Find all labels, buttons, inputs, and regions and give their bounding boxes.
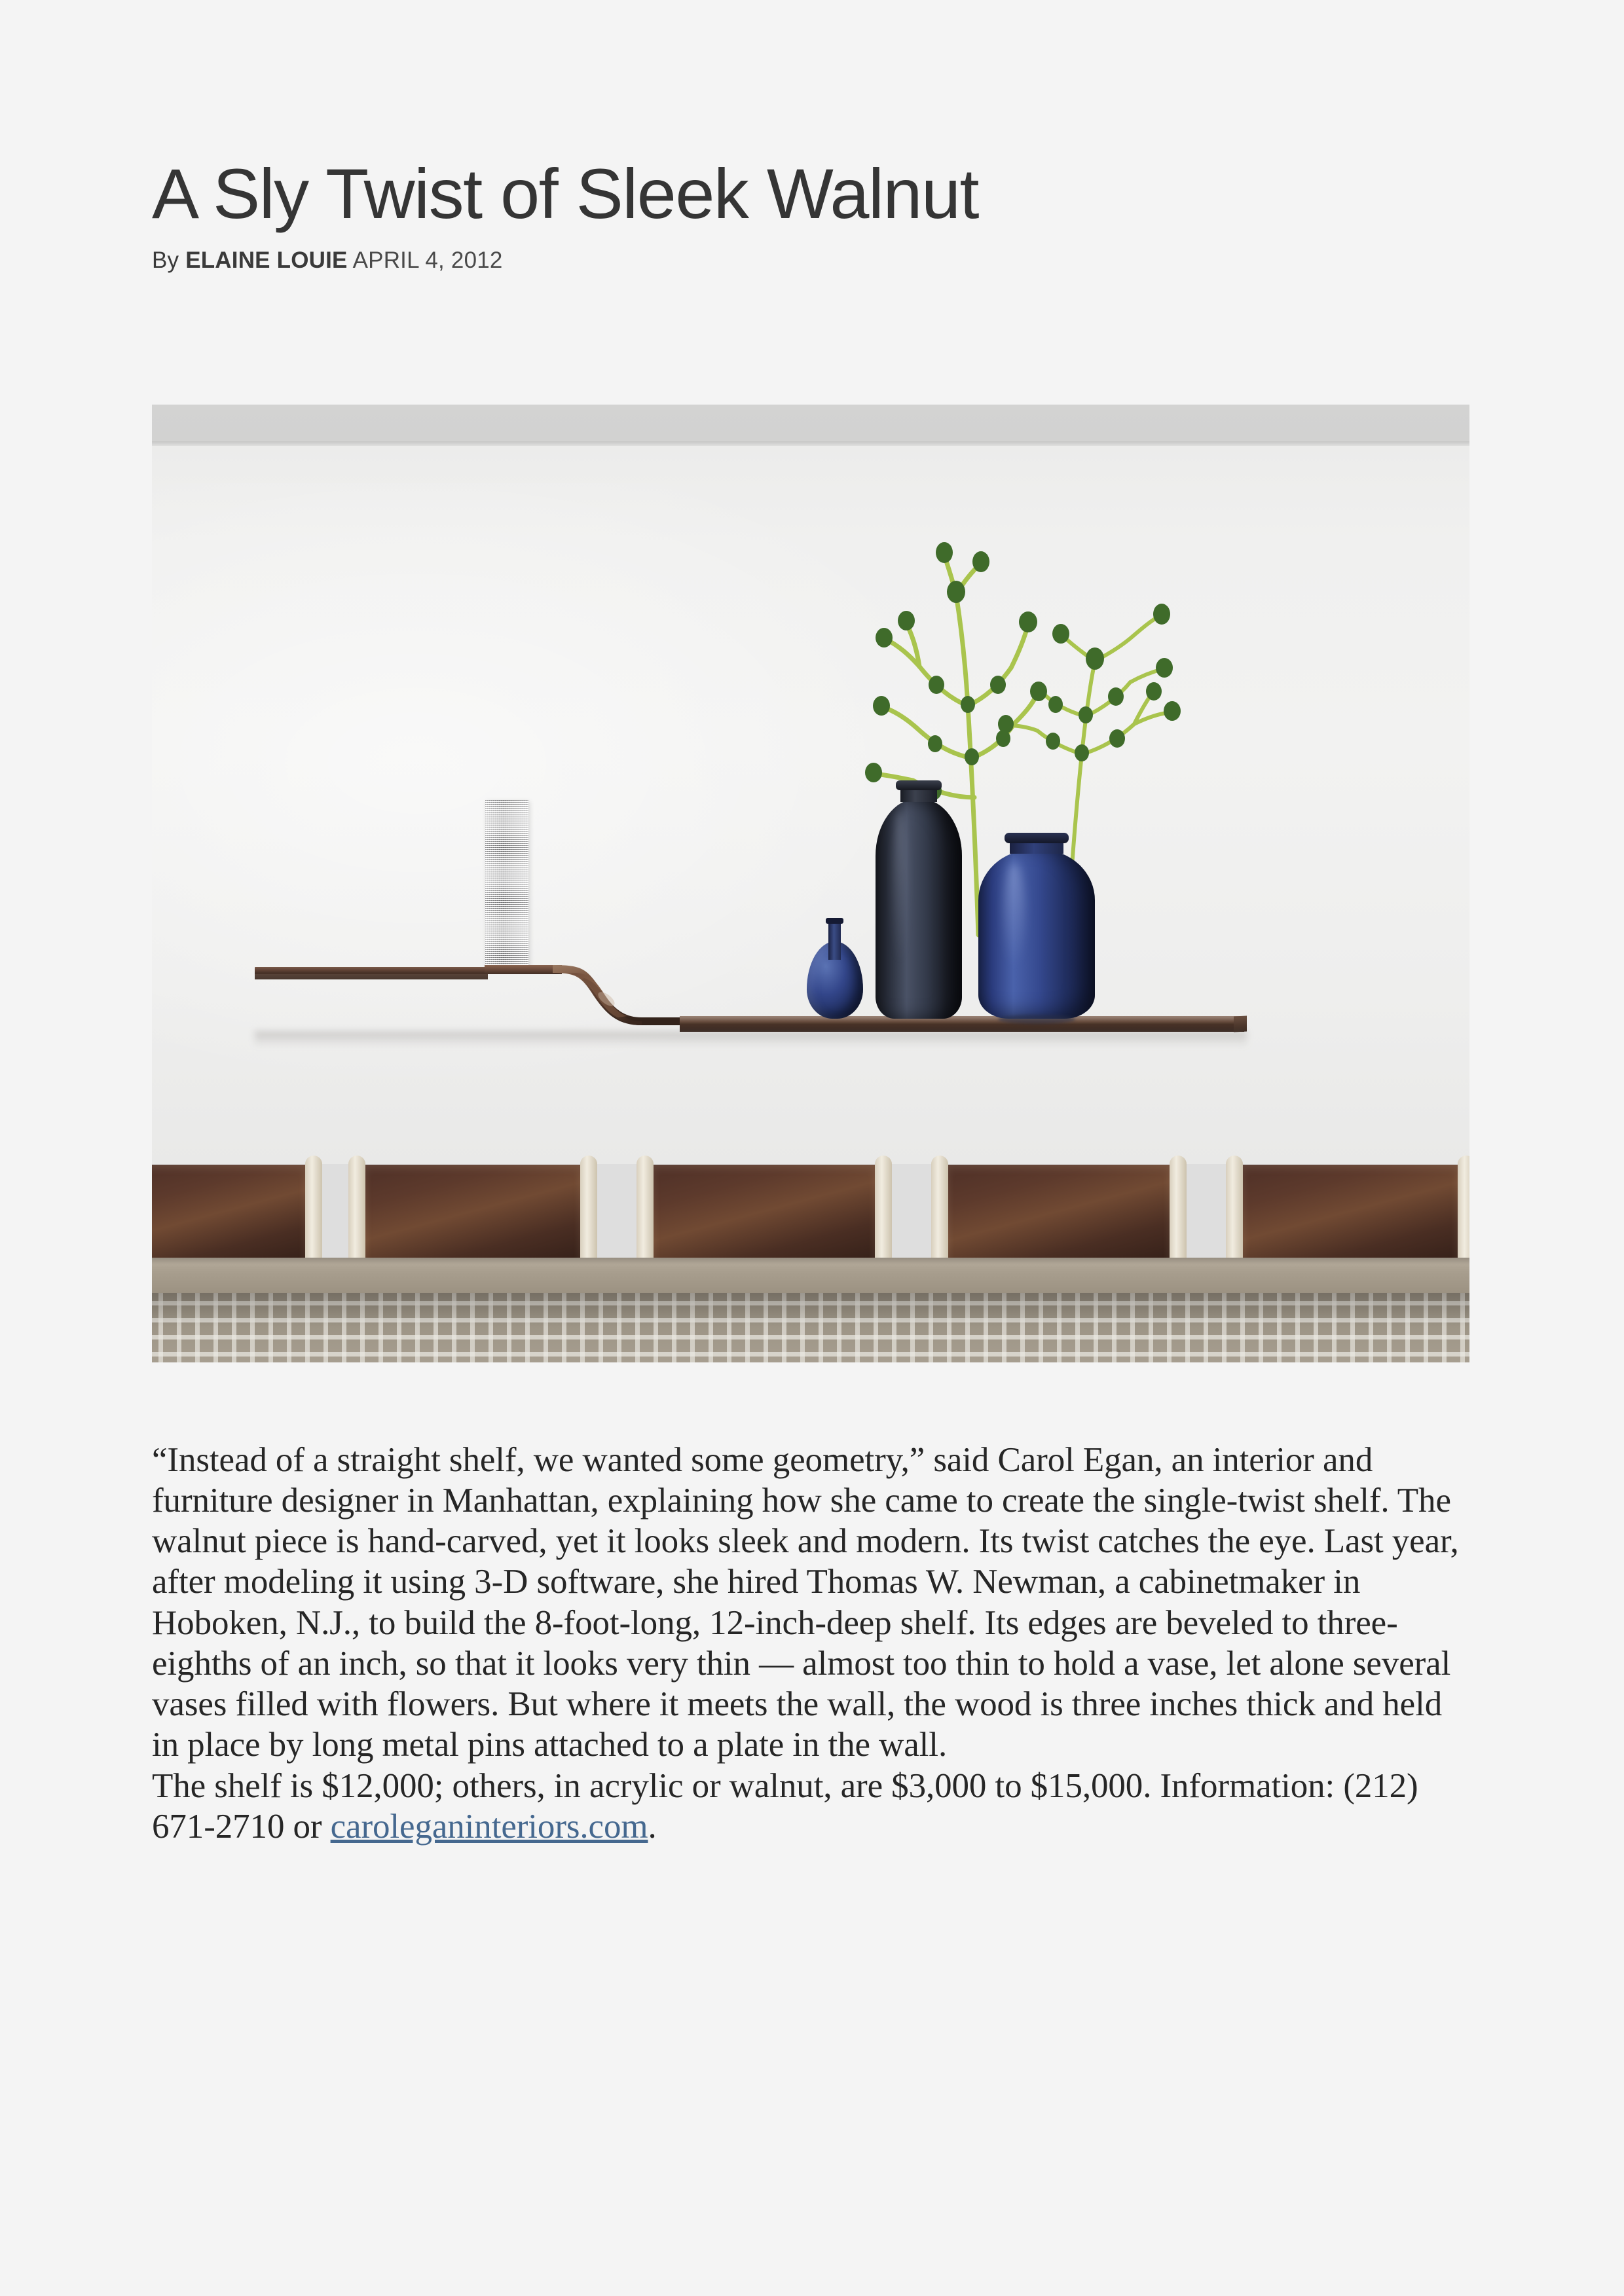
closing-text-after-link: . [648,1808,657,1846]
chair-post-right [1170,1156,1187,1264]
vase-body [978,850,1095,1019]
vase-lip [1005,833,1069,843]
ceiling-line [152,441,1469,446]
vase-neck [828,920,841,960]
shelf-drop-shadow [255,1031,1247,1047]
dining-chair [152,1153,322,1264]
shelf-mid-segment [485,965,562,974]
shelf-twist-segment [553,962,689,1038]
chair-leather-back [654,1165,875,1264]
closing-text-before-link: The shelf is $12,000; others, in acrylic or walnut, are $3,000 to $15,000. Information: (212) 671-2710 or [152,1766,1418,1846]
dining-chair [637,1153,892,1264]
dining-chair [931,1153,1187,1264]
table-edge-shadow [152,1258,1469,1264]
chair-row [152,1153,1469,1264]
article-container [152,0,1472,1847]
article-paragraph: “Instead of a straight shelf, we wanted some geometry,” said Carol Egan, an interior and furniture designer in Manhattan, explaining how she came to create the single-twist shelf. The walnut piece is hand-carved, yet it looks sleek and modern. Its twist catches the eye. Last year, after modeling it using 3-D software, she hired Thomas W. Newman, a cabinetmaker in Hoboken, N.J., to build the 8-foot-long, 12-inch-deep shelf. Its edges are beveled to three-eighths of an inch, so that it looks very thin — almost too thin to hold a vase, let alone several vases filled with flowers. But where it meets the wall, the wood is three inches thick and held in place by long metal pins attached to a plate in the wall. [152,1440,1459,1764]
mesh-object-icon [485,800,528,968]
dining-chair [348,1153,597,1264]
chair-post-left [348,1156,365,1264]
small-blue-vase [807,906,863,1019]
chair-post-left [931,1156,948,1264]
chair-post-right [580,1156,597,1264]
chair-post-right [305,1156,322,1264]
article-closing-paragraph [152,1766,1472,1848]
vase-neck [900,789,937,802]
article-photo [152,405,1469,1362]
chair-leather-back [152,1165,305,1264]
vase-lip [896,780,942,790]
vase-foot-shadow [998,1015,1075,1024]
chair-post-left [1226,1156,1243,1264]
dining-furniture [152,1153,1469,1362]
byline-date: APRIL 4, 2012 [352,247,503,273]
vase-body [876,799,962,1019]
chair-leather-back [1243,1165,1458,1264]
table-runner [152,1293,1469,1362]
chair-leather-back [948,1165,1170,1264]
wide-blue-vase [978,833,1095,1019]
tall-charcoal-vase [876,780,962,1019]
chair-post-right [1458,1156,1469,1264]
byline-prefix: By [152,247,179,273]
vase-neck [1010,842,1063,854]
shelf-left-edge [255,974,488,979]
chair-post-left [637,1156,654,1264]
photo-canvas [152,405,1469,1362]
chair-leather-back [365,1165,580,1264]
byline-author: ELAINE LOUIE [185,247,348,273]
page-title: A Sly Twist of Sleek Walnut [152,154,979,233]
chair-post-right [875,1156,892,1264]
shelf-right-end-cap [1234,1015,1247,1032]
article-body [152,1440,1472,1848]
vase-lip [826,918,843,924]
dining-chair [1226,1153,1469,1264]
table-runner-shadow-band [152,1293,1469,1327]
byline [152,232,1472,274]
caroleganinteriors-link[interactable]: caroleganinteriors.com [330,1808,648,1846]
